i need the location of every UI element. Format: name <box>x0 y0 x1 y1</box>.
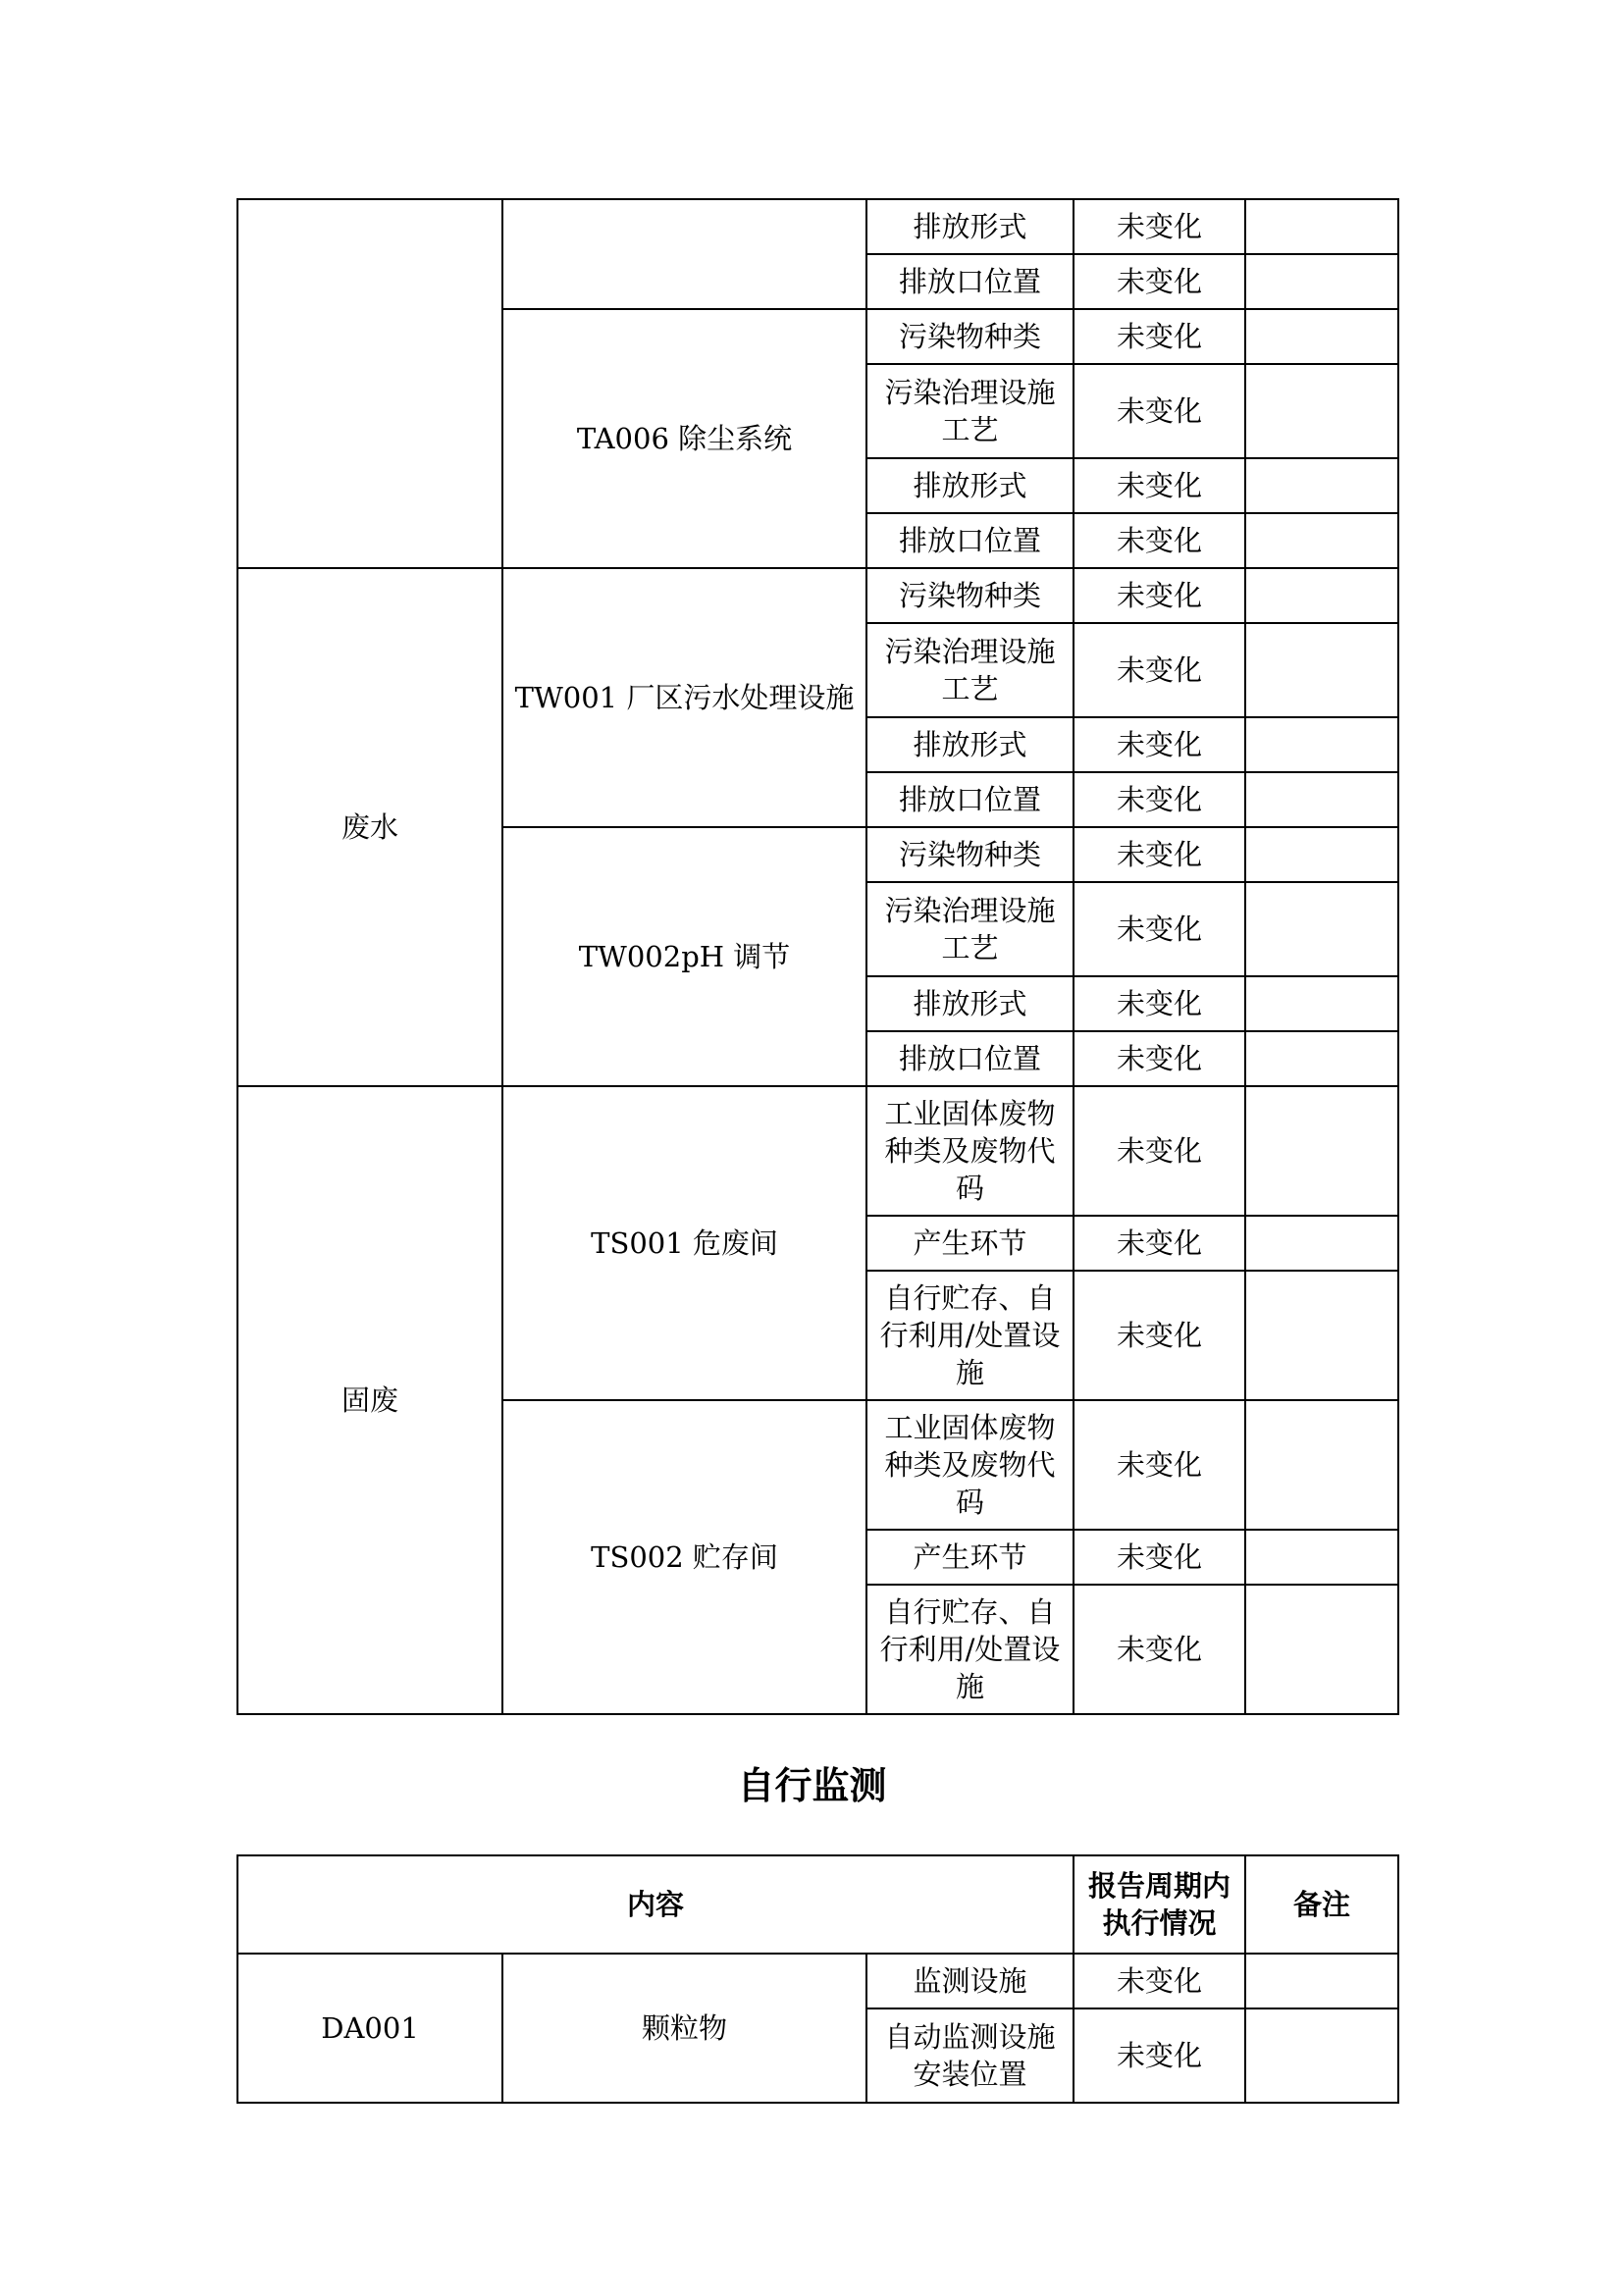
status-cell: 未变化 <box>1074 254 1245 309</box>
status-cell: 未变化 <box>1074 1400 1245 1530</box>
item-cell: 排放形式 <box>866 976 1074 1031</box>
facility-cell: TS002 贮存间 <box>502 1400 866 1714</box>
note-cell <box>1245 568 1398 623</box>
note-cell <box>1245 1271 1398 1400</box>
status-cell: 未变化 <box>1074 458 1245 513</box>
note-cell <box>1245 1216 1398 1271</box>
note-cell <box>1245 1530 1398 1585</box>
item-cell: 产生环节 <box>866 1216 1074 1271</box>
note-cell <box>1245 1585 1398 1714</box>
item-cell: 排放口位置 <box>866 1031 1074 1086</box>
table-header-row <box>237 1855 1398 1954</box>
category-cell: 废水 <box>237 568 502 1086</box>
status-cell: 未变化 <box>1074 717 1245 772</box>
item-cell: 监测设施 <box>866 1954 1074 2008</box>
note-cell <box>1245 309 1398 364</box>
item-cell: 污染治理设施工艺 <box>866 882 1074 976</box>
item-cell: 排放口位置 <box>866 772 1074 827</box>
note-cell <box>1245 199 1398 254</box>
status-cell: 未变化 <box>1074 364 1245 458</box>
status-cell: 未变化 <box>1074 199 1245 254</box>
item-cell: 污染治理设施工艺 <box>866 364 1074 458</box>
status-cell: 未变化 <box>1074 827 1245 882</box>
item-cell: 工业固体废物种类及废物代码 <box>866 1086 1074 1216</box>
facility-cell: TS001 危废间 <box>502 1086 866 1400</box>
status-cell: 未变化 <box>1074 1530 1245 1585</box>
status-cell: 未变化 <box>1074 2008 1245 2103</box>
status-cell: 未变化 <box>1074 976 1245 1031</box>
facility-cell: TW001 厂区污水处理设施 <box>502 568 866 827</box>
facility-cell: TA006 除尘系统 <box>502 309 866 568</box>
note-cell <box>1245 1400 1398 1530</box>
note-cell <box>1245 623 1398 717</box>
status-cell: 未变化 <box>1074 882 1245 976</box>
category-cell <box>237 199 502 568</box>
table-row <box>237 199 1398 254</box>
note-cell <box>1245 364 1398 458</box>
item-cell: 排放形式 <box>866 199 1074 254</box>
header-status: 报告周期内执行情况 <box>1074 1855 1245 1954</box>
facility-cell: TW002pH 调节 <box>502 827 866 1086</box>
note-cell <box>1245 772 1398 827</box>
note-cell <box>1245 976 1398 1031</box>
status-cell: 未变化 <box>1074 1031 1245 1086</box>
facility-cell: 颗粒物 <box>502 1954 866 2103</box>
facility-cell <box>502 199 866 309</box>
status-cell: 未变化 <box>1074 1086 1245 1216</box>
note-cell <box>1245 882 1398 976</box>
header-content: 内容 <box>237 1855 1074 1954</box>
note-cell <box>1245 827 1398 882</box>
change-status-table <box>236 198 1399 1715</box>
self-monitoring-table <box>236 1854 1399 2104</box>
item-cell: 排放形式 <box>866 458 1074 513</box>
item-cell: 自动监测设施安装位置 <box>866 2008 1074 2103</box>
item-cell: 排放形式 <box>866 717 1074 772</box>
status-cell: 未变化 <box>1074 623 1245 717</box>
item-cell: 污染治理设施工艺 <box>866 623 1074 717</box>
item-cell: 工业固体废物种类及废物代码 <box>866 1400 1074 1530</box>
table-row <box>237 1954 1398 2008</box>
status-cell: 未变化 <box>1074 568 1245 623</box>
status-cell: 未变化 <box>1074 1271 1245 1400</box>
note-cell <box>1245 458 1398 513</box>
note-cell <box>1245 254 1398 309</box>
category-cell: 固废 <box>237 1086 502 1714</box>
table-row <box>237 568 1398 623</box>
section-title: 自行监测 <box>737 1764 887 1807</box>
status-cell: 未变化 <box>1074 1585 1245 1714</box>
note-cell <box>1245 1954 1398 2008</box>
status-cell: 未变化 <box>1074 1216 1245 1271</box>
item-cell: 污染物种类 <box>866 309 1074 364</box>
status-cell: 未变化 <box>1074 772 1245 827</box>
note-cell <box>1245 1086 1398 1216</box>
header-note: 备注 <box>1245 1855 1398 1954</box>
note-cell <box>1245 717 1398 772</box>
item-cell: 自行贮存、自行利用/处置设施 <box>866 1271 1074 1400</box>
item-cell: 污染物种类 <box>866 827 1074 882</box>
item-cell: 产生环节 <box>866 1530 1074 1585</box>
category-cell: DA001 <box>237 1954 502 2103</box>
note-cell <box>1245 513 1398 568</box>
status-cell: 未变化 <box>1074 1954 1245 2008</box>
item-cell: 排放口位置 <box>866 254 1074 309</box>
item-cell: 污染物种类 <box>866 568 1074 623</box>
status-cell: 未变化 <box>1074 309 1245 364</box>
note-cell <box>1245 1031 1398 1086</box>
item-cell: 排放口位置 <box>866 513 1074 568</box>
item-cell: 自行贮存、自行利用/处置设施 <box>866 1585 1074 1714</box>
table-row <box>237 1086 1398 1216</box>
status-cell: 未变化 <box>1074 513 1245 568</box>
note-cell <box>1245 2008 1398 2103</box>
